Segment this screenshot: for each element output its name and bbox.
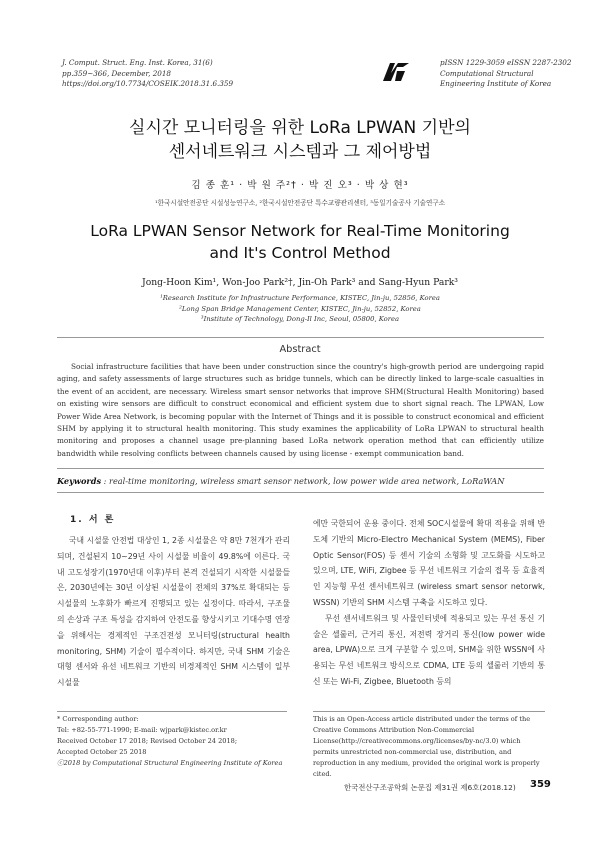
- affiliations-korean: ¹한국시설안전공단 시설성능연구소, ²한국시설안전공단 특수교량관리센터, ³동일기술공사 기술연구소: [154, 199, 446, 207]
- body-column-right: [313, 516, 545, 690]
- abstract-bottom-rule: [57, 468, 544, 469]
- footnote-correspondence: * Corresponding author: Tel: +82-55-771-1990; E-mail: wjpark@kistec.or.kr Received October 17 2018; Revised October 24 2018; Accepted October 25 2018 ⓒ2018 by Computational Structural Engineering Institute of Korea: [57, 715, 283, 767]
- authors-korean: 김 종 훈¹ · 박 원 주²† · 박 진 오³ · 박 상 현³: [191, 180, 409, 191]
- abstract-label: Abstract: [279, 344, 321, 355]
- publisher-line2: Engineering Institute of Korea: [440, 79, 552, 88]
- footer-journal: 한국전산구조공학회 논문집 제31권 제6호(2018.12): [344, 783, 516, 792]
- paragraph: 무선 센서네트워크 및 사물인터넷에 적용되고 있는 무선 통신 기술은 셀룰러, 근거리 통신, 저전력 장거리 통신(low power wide area, LPWA)으로 크게 구분할 수 있으며, SHM을 위한 WSSN에 사용되는 무선 네트워크 방식으로 CDMA, LTE 등의 셀룰러 기반의 통신 또는 Wi-Fi, Zigbee, Bluetooth 등의: [313, 613, 545, 686]
- abstract-top-rule: [57, 337, 544, 338]
- paragraph: 에만 국한되어 운용 중이다. 전체 SOC시설물에 확대 적용을 위해 반도체 기반의 Micro-Electro Mechanical System (MEMS), Fiber Optic Sensor(FOS) 등 센서 기술의 소형화 및 고도화를 시도하고 있으며, LTE, WiFi, Zigbee 등 무선 네트워크 기술의 접목 등 효율적인 지능형 무선 센서네트워크 (wireless smart sensor netorwk, WSSN) 기반의 SHM 시스템 구축을 시도하고 있다.: [313, 519, 545, 607]
- journal-pages: pp.359~366, December, 2018: [62, 68, 171, 78]
- footnote-rule-left: [57, 711, 287, 712]
- publisher-line1: Computational Structural: [440, 68, 534, 78]
- title-korean: 실시간 모니터링을 위한 LoRa LPWAN 기반의 센서네트워크 시스템과 그 제어방법: [129, 118, 471, 162]
- journal-doi: https://doi.org/10.7734/COSEIK.2018.31.6.359: [62, 79, 234, 88]
- authors-english: Jong-Hoon Kim¹, Won-Joo Park²†, Jin-Oh Park³ and Sang-Hyun Park³: [142, 277, 458, 288]
- keywords-label: Keywords: [57, 476, 102, 486]
- affiliations-english: ¹Research Institute for Infrastructure Performance, KISTEC, Jin-ju, 52856, Korea ²Long Span Bridge Management Center, KISTEC, Jin-ju, 52852, Korea ³Institute of Technology, Dong-Il Inc, Seoul, 05800, Korea: [160, 294, 440, 323]
- page-number: 359: [530, 779, 551, 790]
- footnote-license: This is an Open-Access article distributed under the terms of the Creative Commons Attribution Non-Commercial License(http://creativecommons.org/licenses/by-nc/3.0) which permits unrestricted non-commercial use, distribution, and reproduction in any medium, provided the original work is properly cited.: [313, 715, 540, 778]
- keywords-rule: [57, 492, 544, 493]
- abstract-text: Social infrastructure facilities that have been under construction since the country's high-growth period are undergoing rapid aging, and safety assessments of large structures such as bridge tunnels, which can be directly linked to large-scale casualties in the event of an accident, are necessary. Wireless smart sensor networks that improve SHM(Structural Health Monitoring) based on existing wire sensors are difficult to construct economical and efficient system due to short signal reach. The LPWAN, Low Power Wide Area Network, is becoming popular with the Internet of Things and it is possible to construct economical and efficient SHM by applying it to structural health monitoring. This study examines the applicability of LoRa LPWAN to structural health monitoring and proposes a channel usage pre-planning based LoRa network operation method that can efficiently utilize bandwidth while resolving conflicts between channels caused by using license - exempt communication band.: [57, 362, 544, 458]
- issn: pISSN 1229-3059 eISSN 2287-2302: [440, 58, 572, 67]
- paragraph: 국내 시설물 안전법 대상인 1, 2종 시설물은 약 8만 7천개가 관리되며, 건설된지 10~29년 사이 시설물 비율이 49.8%에 이른다. 국내 고도성장기(1970년대 이후)부터 본격 건설되기 시작한 시설물들은, 2030년에는 30년 이상된 시설물이 전체의 37%로 확대되는 등 시설물의 노후화가 빠르게 진행되고 있는 실정이다. 따라서, 구조물의 손상과 구조 특성을 감지하여 안전도를 향상시키고 기대수명 연장을 위해서는 경제적인 구조건전성 모니터링(structural health monitoring, SHM) 기술이 필수적이다. 하지만, 국내 SHM 기술은 대형 센서와 유선 네트워크 기반의 비경제적인 SHM 시스템이 일부 시설물: [57, 536, 290, 688]
- footnote-rule-right: [313, 711, 545, 712]
- journal-issn-block: [440, 58, 571, 90]
- journal-logo-icon: [383, 63, 409, 81]
- journal-name: J. Comput. Struct. Eng. Inst. Korea, 31(6): [62, 58, 213, 67]
- keywords: [57, 476, 544, 486]
- section-heading: 1. 서 론: [70, 515, 116, 525]
- title-english: LoRa LPWAN Sensor Network for Real-Time Monitoring and It's Control Method: [90, 222, 510, 262]
- journal-citation: [62, 58, 233, 90]
- body-column-left: [57, 533, 290, 691]
- keywords-list: : real-time monitoring, wireless smart sensor network, low power wide area network, LoRaWAN: [101, 476, 505, 486]
